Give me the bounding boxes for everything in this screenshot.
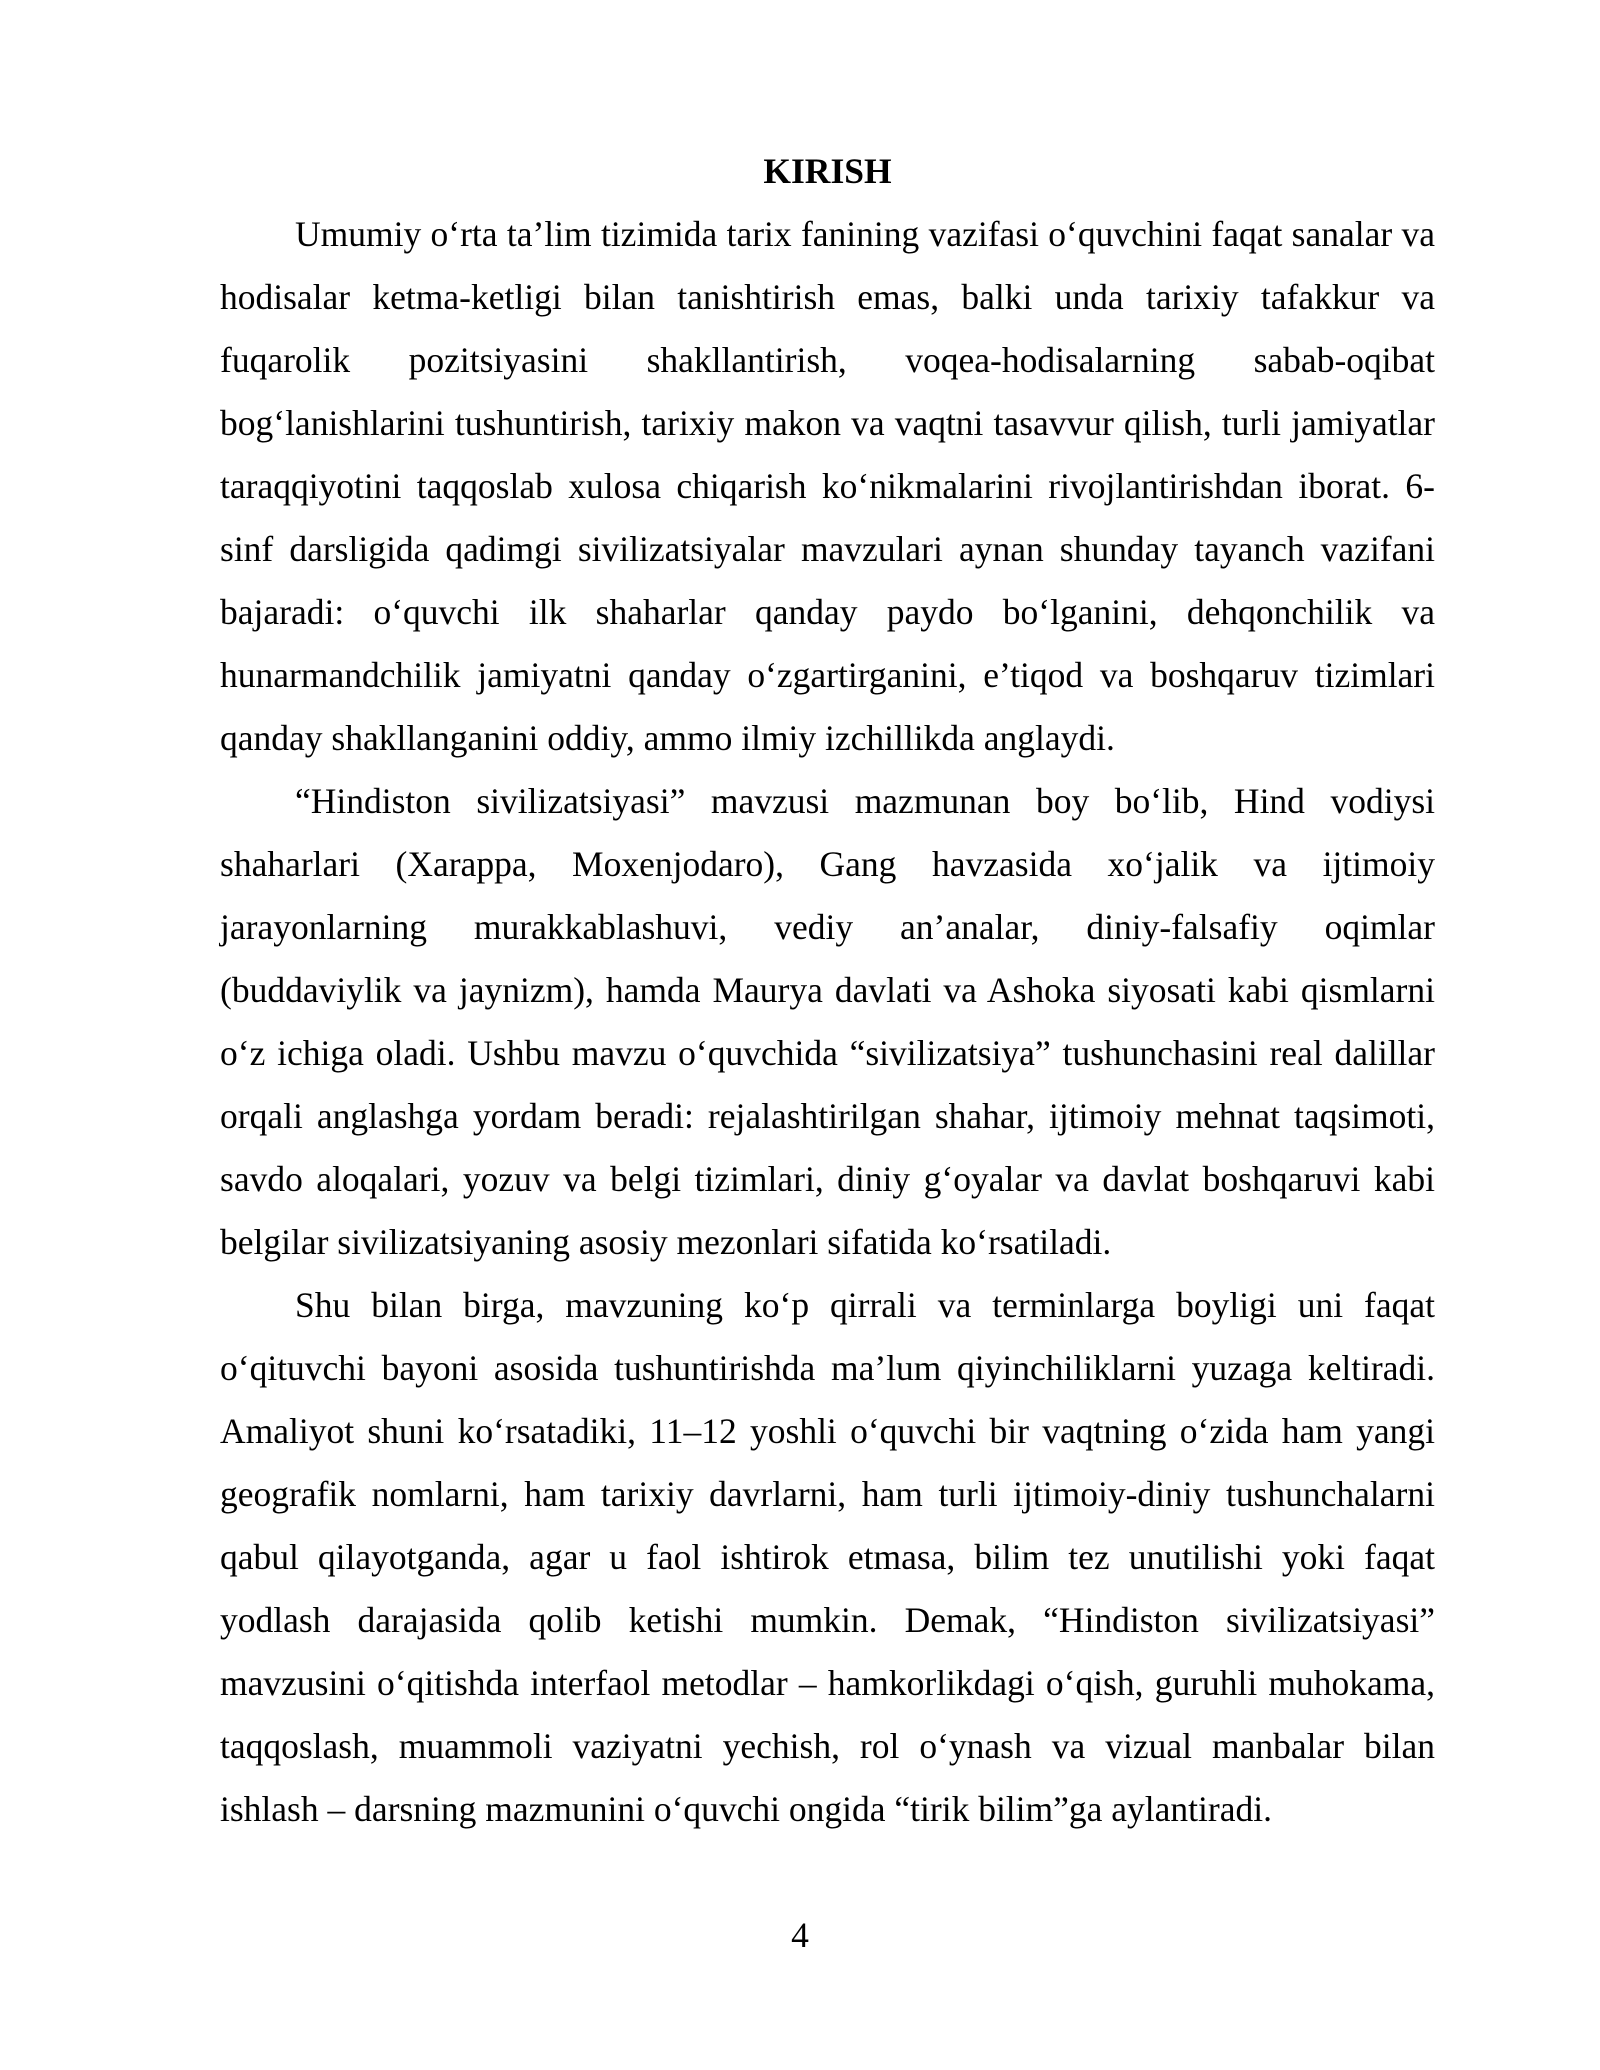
- page-number: 4: [791, 1915, 809, 1955]
- paragraph-2: “Hindiston sivilizatsiyasi” mavzusi mazmunan boy bo‘lib, Hind vodiysi shaharlari (Xarappa, Moxenjodaro), Gang havzasida xo‘jalik va ijtimoiy jarayonlarning murakkablashuvi, vediy an’analar, diniy-falsafiy oqimlar (buddaviylik va jaynizm), hamda Maurya davlati va Ashoka siyosati kabi qismlarni o‘z ichiga oladi. Ushbu mavzu o‘quvchida “sivilizatsiya” tushunchasini real dalillar orqali anglashga yordam beradi: rejalashtirilgan shahar, ijtimoiy mehnat taqsimoti, savdo aloqalari, yozuv va belgi tizimlari, diniy g‘oyalar va davlat boshqaruvi kabi belgilar sivilizatsiyaning asosiy mezonlari sifatida ko‘rsatiladi.: [220, 781, 1435, 1262]
- document-page: [220, 140, 1435, 1841]
- paragraph-1: Umumiy o‘rta ta’lim tizimida tarix fanining vazifasi o‘quvchini faqat sanalar va hodisalar ketma-ketligi bilan tanishtirish emas, balki unda tarixiy tafakkur va fuqarolik pozitsiyasini shakllantirish, voqea-hodisalarning sabab-oqibat bog‘lanishlarini tushuntirish, tarixiy makon va vaqtni tasavvur qilish, turli jamiyatlar taraqqiyotini taqqoslab xulosa chiqarish ko‘nikmalarini rivojlantirishdan iborat. 6-sinf darsligida qadimgi sivilizatsiyalar mavzulari aynan shunday tayanch vazifani bajaradi: o‘quvchi ilk shaharlar qanday paydo bo‘lganini, dehqonchilik va hunarmandchilik jamiyatni qanday o‘zgartirganini, e’tiqod va boshqaruv tizimlari qanday shakllanganini oddiy, ammo ilmiy izchillikda anglaydi.: [220, 214, 1435, 758]
- paragraph-3: Shu bilan birga, mavzuning ko‘p qirrali va terminlarga boyligi uni faqat o‘qituvchi bayoni asosida tushuntirishda ma’lum qiyinchiliklarni yuzaga keltiradi. Amaliyot shuni ko‘rsatadiki, 11–12 yoshli o‘quvchi bir vaqtning o‘zida ham yangi geografik nomlarni, ham tarixiy davrlarni, ham turli ijtimoiy-diniy tushunchalarni qabul qilayotganda, agar u faol ishtirok etmasa, bilim tez unutilishi yoki faqat yodlash darajasida qolib ketishi mumkin. Demak, “Hindiston sivilizatsiyasi” mavzusini o‘qitishda interfaol metodlar – hamkorlikdagi o‘qish, guruhli muhokama, taqqoslash, muammoli vaziyatni yechish, rol o‘ynash va vizual manbalar bilan ishlash – darsning mazmunini o‘quvchi ongida “tirik bilim”ga aylantiradi.: [220, 1285, 1435, 1829]
- section-title: KIRISH: [763, 151, 892, 191]
